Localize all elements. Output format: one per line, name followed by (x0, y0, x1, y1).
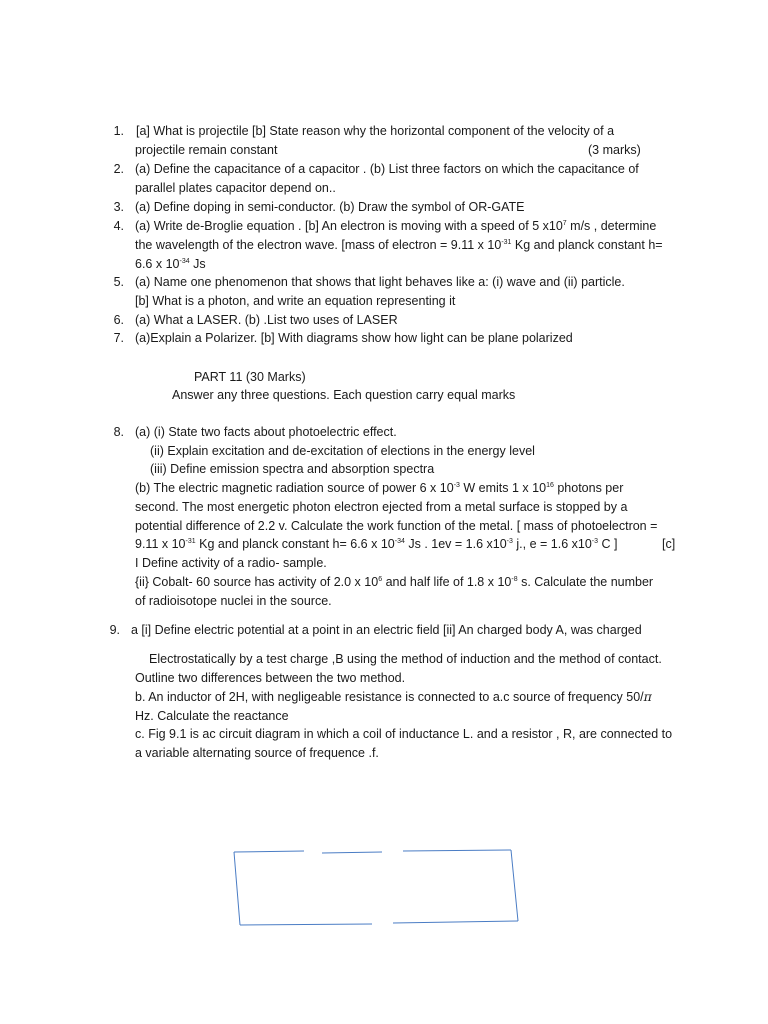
question-text: (a) Write de-Broglie equation . [b] An electron is moving with a speed of 5 $x10^7$ m/s , determine (135, 219, 657, 233)
question-text: second. The most energetic photon electron ejected from a metal surface is stopped by a (135, 500, 628, 514)
question-text: (ii) Explain excitation and de-excitation of elections in the energy level (150, 444, 535, 458)
question-text: (a) (i) State two facts about photoelectric effect. (135, 425, 397, 439)
circuit-wire (511, 850, 518, 921)
question-number: 9. (109, 623, 120, 637)
question-text: 6.6 x $10^{-34}$ Js (135, 257, 206, 271)
question-text: Hz. Calculate the reactance (135, 709, 289, 723)
question-text: [b] What is a photon, and write an equation representing it (135, 294, 456, 308)
question-text: parallel plates capacitor depend on.. (135, 181, 336, 195)
question-text: (b) The electric magnetic radiation source of power 6 x $10^{-3}$ W emits 1 x $10^{16}$ photons per (135, 481, 624, 495)
question-text: (a)Explain a Polarizer. [b] With diagrams show how light can be plane polarized (135, 331, 573, 345)
question-text: [c] (662, 537, 676, 551)
question-number: 1. (113, 124, 124, 138)
circuit-wire (240, 924, 372, 925)
question-text: (iii) Define emission spectra and absorption spectra (150, 462, 435, 476)
question-text: {ii} Cobalt- 60 source has activity of 2.0 x $10^6$ and half life of 1.8 x $10^{-8}$ s. Calculate the number (135, 575, 654, 589)
circuit-wire (322, 852, 382, 853)
question-number: 5. (113, 275, 124, 289)
circuit-wire (234, 851, 304, 852)
question-text: the wavelength of the electron wave. [mass of electron = 9.11 x $10^{-31}$ Kg and planck constant h= (135, 238, 663, 252)
circuit-wire (403, 850, 511, 851)
question-text: Outline two differences between the two method. (135, 671, 406, 685)
question-text: (a) Name one phenomenon that shows that light behaves like a: (i) wave and (ii) particle. (135, 275, 625, 289)
question-text: of radioisotope nuclei in the source. (135, 594, 332, 608)
question-number: 7. (113, 331, 124, 345)
question-text: b. An inductor of 2H, with negligeable resistance is connected to a.c source of frequency 50/π (135, 689, 652, 704)
question-text: 9.11 x $10^{-31}$ Kg and planck constant h= 6.6 x $10^{-34}$ Js . 1ev = 1.6 $x10^{-3}$ j., e = 1.6 $x10^{-3}$ C ] (135, 537, 618, 551)
question-number: 8. (113, 425, 124, 439)
question-text: a [i] Define electric potential at a point in an electric field [ii] An charged body A, was charged (131, 623, 642, 637)
question-number: 6. (113, 313, 124, 327)
question-text: a variable alternating source of frequence .f. (135, 746, 379, 760)
question-text: potential difference of 2.2 v. Calculate the work function of the metal. [ mass of photoelectron = (135, 519, 658, 533)
question-text: (a) Define the capacitance of a capacitor . (b) List three factors on which the capacitance of (135, 162, 639, 176)
circuit-wire (234, 852, 240, 925)
question-text: (a) Define doping in semi-conductor. (b) Draw the symbol of OR-GATE (135, 200, 525, 214)
question-text: c. Fig 9.1 is ac circuit diagram in which a coil of inductance L. and a resistor , R, are connected to (135, 727, 673, 741)
question-text: Electrostatically by a test charge ,B using the method of induction and the method of contact. (149, 652, 662, 666)
question-text: (a) What a LASER. (b) .List two uses of LASER (135, 313, 398, 327)
question-text: I Define activity of a radio- sample. (135, 556, 327, 570)
question-number: 4. (113, 219, 124, 233)
question-text: [a] What is projectile [b] State reason why the horizontal component of the velocity of a (136, 124, 615, 138)
question-number: 3. (113, 200, 124, 214)
circuit-wire (393, 921, 518, 923)
question-text: projectile remain constant (135, 143, 278, 157)
section-instruction: Answer any three questions. Each question carry equal marks (172, 388, 516, 402)
section-heading: PART 11 (30 Marks) (194, 370, 306, 384)
question-number: 2. (113, 162, 124, 176)
marks-allocation: (3 marks) (588, 143, 641, 157)
